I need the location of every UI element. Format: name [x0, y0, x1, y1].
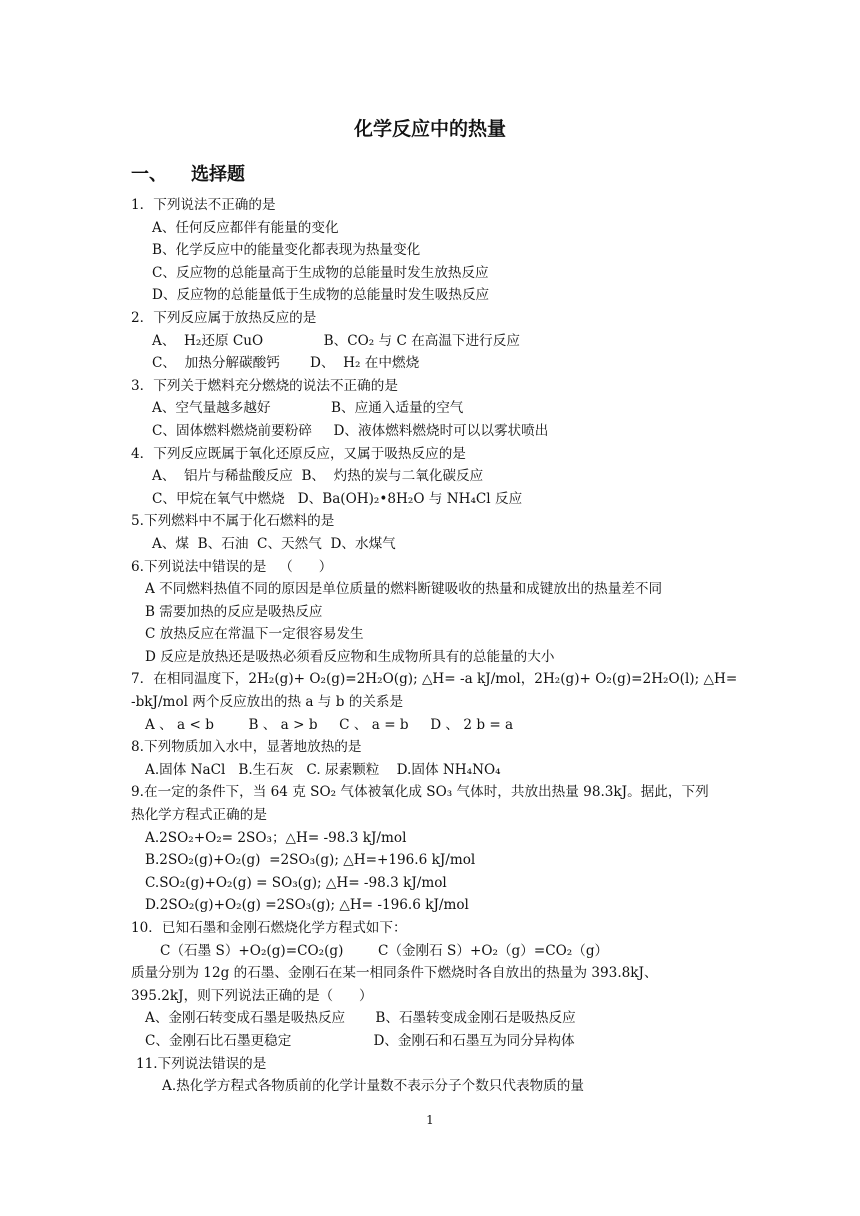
- option-line: C、固体燃料燃烧前要粉碎 D、液体燃料燃烧时可以以雾状喷出: [152, 422, 549, 439]
- question-list: [0, 194, 860, 1098]
- option-line: C、甲烷在氧气中燃烧 D、Ba(OH)₂•8H₂O 与 NH₄Cl 反应: [152, 490, 523, 507]
- question-stem: 4．下列反应既属于氧化还原反应，又属于吸热反应的是: [131, 445, 466, 462]
- option-line: B.2SO₂(g)+O₂(g) =2SO₃(g); △H=+196.6 kJ/mol: [145, 852, 476, 869]
- option-line: C、反应物的总能量高于生成物的总能量时发生放热反应: [152, 264, 489, 281]
- question-stem: 热化学方程式正确的是: [131, 807, 267, 824]
- section-heading: [131, 160, 245, 186]
- option-line: D、反应物的总能量低于生成物的总能量时发生吸热反应: [152, 287, 490, 304]
- question-stem: 2．下列反应属于放热反应的是: [131, 309, 317, 326]
- question-stem: 10．已知石墨和金刚石燃烧化学方程式如下：: [131, 920, 407, 936]
- option-line: A 、 a < b B 、 a > b C 、 a = b D 、 2 b = a: [145, 716, 514, 733]
- option-line: A.热化学方程式各物质前的化学计量数不表示分子个数只代表物质的量: [162, 1078, 584, 1095]
- option-line: A、 H₂还原 CuO B、CO₂ 与 C 在高温下进行反应: [152, 332, 520, 349]
- option-line: C 放热反应在常温下一定很容易发生: [145, 626, 364, 643]
- option-line: D 反应是放热还是吸热必须看反应物和生成物所具有的总能量的大小: [145, 648, 555, 665]
- question-stem: 质量分别为 12g 的石墨、金刚石在某一相同条件下燃烧时各自放出的热量为 393.8kJ、: [131, 965, 658, 982]
- option-line: A、金刚石转变成石墨是吸热反应 B、石墨转变成金刚石是吸热反应: [145, 1010, 576, 1027]
- option-line: A.固体 NaCl B.生石灰 C. 尿素颗粒 D.固体 NH₄NO₄: [145, 761, 501, 778]
- question-stem: -bkJ/mol 两个反应放出的热 a 与 b 的关系是: [131, 694, 404, 711]
- option-line: C.SO₂(g)+O₂(g) = SO₃(g); △H= -98.3 kJ/mol: [145, 874, 447, 891]
- question-stem: 5.下列燃料中不属于化石燃料的是: [131, 513, 335, 530]
- option-line: A、煤 B、石油 C、天然气 D、水煤气: [152, 535, 396, 552]
- option-line: D.2SO₂(g)+O₂(g) =2SO₃(g); △H= -196.6 kJ/mol: [145, 897, 469, 914]
- option-line: A 不同燃料热值不同的原因是单位质量的燃料断键吸收的热量和成键放出的热量差不同: [145, 581, 663, 598]
- option-line: A、空气量越多越好 B、应通入适量的空气: [152, 400, 464, 417]
- question-stem: 6.下列说法中错误的是 （ ）: [131, 558, 333, 575]
- option-line: C、金刚石比石墨更稳定 D、金刚石和石墨互为同分异构体: [145, 1032, 575, 1049]
- section-number: 一、: [131, 164, 167, 185]
- option-line: A.2SO₂+O₂= 2SO₃；△H= -98.3 kJ/mol: [145, 829, 407, 846]
- question-stem: 11.下列说法错误的是: [136, 1055, 267, 1072]
- document-title: 化学反应中的热量: [353, 118, 506, 140]
- option-line: C、 加热分解碳酸钙 D、 H₂ 在中燃烧: [152, 355, 420, 372]
- question-stem: 395.2kJ，则下列说法正确的是（ ）: [131, 987, 373, 1004]
- option-line: A、 铝片与稀盐酸反应 B、 灼热的炭与二氧化碳反应: [152, 468, 484, 485]
- option-line: A、任何反应都伴有能量的变化: [152, 219, 339, 236]
- section-title: 选择题: [191, 164, 245, 185]
- question-stem: 3．下列关于燃料充分燃烧的说法不正确的是: [131, 377, 398, 394]
- equation-line: C（石墨 S）+O₂(g)=CO₂(g) C（金刚石 S）+O₂（g）=CO₂（g）: [160, 942, 609, 959]
- question-stem: 1．下列说法不正确的是: [131, 197, 276, 213]
- question-stem: 7．在相同温度下，2H₂(g)+ O₂(g)=2H₂O(g); △H= -a kJ/mol，2H₂(g)+ O₂(g)=2H₂O(l); △H=: [131, 671, 738, 688]
- question-stem: 8.下列物质加入水中，显著地放热的是: [131, 739, 362, 756]
- option-line: B、化学反应中的能量变化都表现为热量变化: [152, 242, 421, 259]
- question-stem: 9.在一定的条件下，当 64 克 SO₂ 气体被氧化成 SO₃ 气体时，共放出热量 98.3kJ。据此，下列: [131, 784, 709, 801]
- page-number: 1: [426, 1113, 434, 1127]
- option-line: B 需要加热的反应是吸热反应: [145, 603, 323, 620]
